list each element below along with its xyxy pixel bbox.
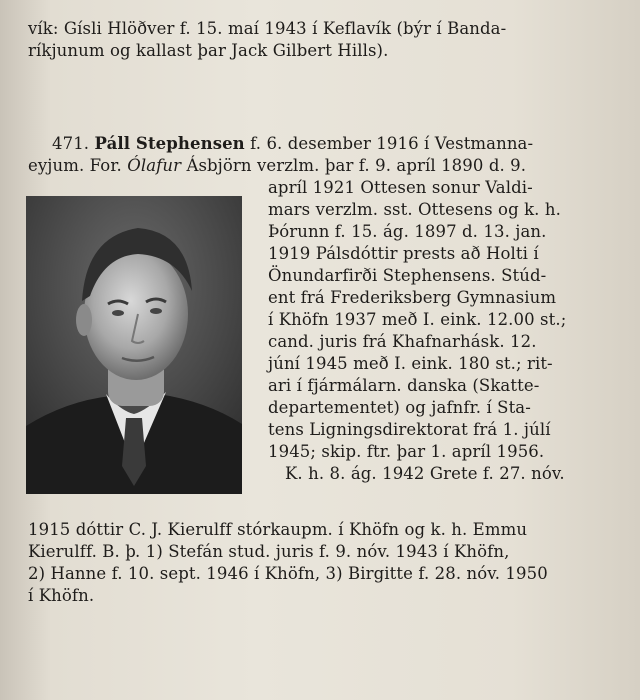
text-line-prev-entry-1: vík: Gísli Hlöðver f. 15. maí 1943 í Keflavík (býr í Banda-: [28, 19, 507, 38]
entry-side-line-13: 1945; skip. ftr. þar 1. apríl 1956.: [268, 442, 545, 461]
father-name: Ólafur: [127, 156, 182, 175]
entry-side-line-9: júní 1945 með I. eink. 180 st.; rit-: [268, 354, 553, 373]
entry-full-line-2: Kierulff. B. þ. 1) Stefán stud. juris f. 9. nóv. 1943 í Khöfn,: [28, 542, 510, 561]
entry-side-line-11: departementet) og jafnfr. í Sta-: [268, 398, 531, 417]
entry-heading-line: [52, 133, 533, 155]
entry-side-line-10: ari í fjármálarn. danska (Skatte-: [268, 376, 540, 395]
entry-number: 471.: [52, 134, 90, 153]
entry-side-line-1: apríl 1921 Ottesen sonur Valdi-: [268, 178, 533, 197]
entry-side-line-4: 1919 Pálsdóttir prests að Holti í: [268, 244, 539, 263]
entry-line-2: eyjum. For. Ólafur Ásbjörn verzlm. þar f. 9. apríl 1890 d. 9.: [28, 156, 527, 175]
entry-side-line-14: K. h. 8. ág. 1942 Grete f. 27. nóv.: [285, 464, 565, 483]
entry-side-line-2: mars verzlm. sst. Ottesens og k. h.: [268, 200, 561, 219]
entry-side-line-3: Þórunn f. 15. ág. 1897 d. 13. jan.: [268, 222, 547, 241]
entry-side-line-7: í Khöfn 1937 með I. eink. 12.00 st.;: [268, 310, 567, 329]
portrait-photo: [26, 196, 242, 494]
entry-side-line-12: tens Ligningsdirektorat frá 1. júlí: [268, 420, 551, 439]
entry-name: Páll Stephensen: [94, 134, 245, 153]
text-line-prev-entry-2: ríkjunum og kallast þar Jack Gilbert Hills).: [28, 41, 389, 60]
entry-side-line-6: ent frá Frederiksberg Gymnasium: [268, 288, 557, 307]
entry-full-line-1: 1915 dóttir C. J. Kierulff stórkaupm. í Khöfn og k. h. Emmu: [28, 520, 528, 539]
entry-full-line-3: 2) Hanne f. 10. sept. 1946 í Khöfn, 3) Birgitte f. 28. nóv. 1950: [28, 564, 548, 583]
entry-full-line-4: í Khöfn.: [28, 586, 95, 605]
entry-side-line-8: cand. juris frá Khafnarhásk. 12.: [268, 332, 537, 351]
entry-line1-rest: f. 6. desember 1916 í Vestmanna-: [244, 134, 534, 153]
entry-side-line-5: Önundarfirði Stephensens. Stúd-: [268, 266, 547, 285]
